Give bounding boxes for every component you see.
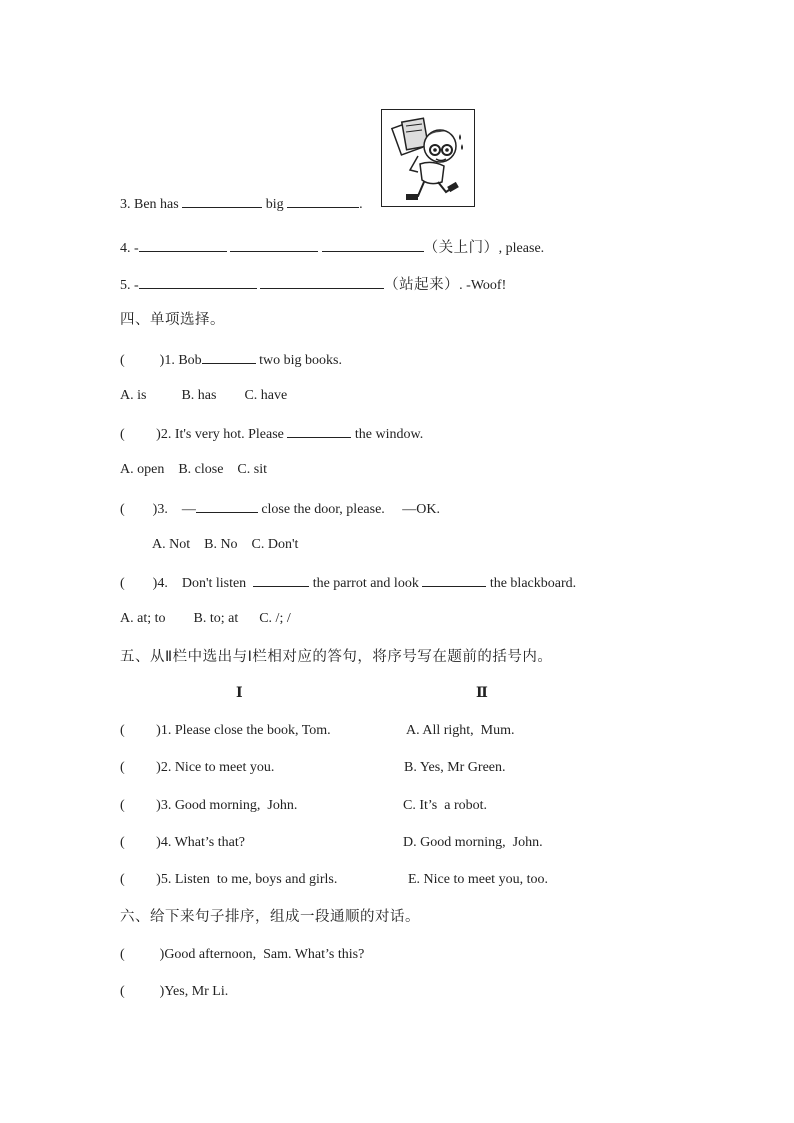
question-text: two big books.: [255, 353, 343, 368]
mc-question-1: [120, 350, 342, 370]
match-right-d: D. Good morning, John.: [403, 835, 543, 850]
question-text: 1. Bob: [164, 353, 202, 368]
dialogue-line-1: ( )Good afternoon, Sam. What’s this?: [120, 947, 365, 962]
question-text: the parrot and look: [309, 576, 423, 591]
match-right-a: A. All right, Mum.: [406, 723, 515, 738]
mc-options-1: A. is B. has C. have: [120, 388, 288, 403]
question-text: 5. -: [120, 278, 139, 293]
mc-question-4: [120, 573, 576, 593]
mc-options-3: A. Not B. No C. Don't: [152, 537, 299, 552]
match-left-3: ( )3. Good morning, John.: [120, 798, 298, 813]
match-left-5: ( )5. Listen to me, boys and girls.: [120, 872, 338, 887]
match-left-4: ( )4. What’s that?: [120, 835, 245, 850]
question-text: 4. -: [120, 241, 139, 256]
match-right-b: B. Yes, Mr Green.: [404, 760, 506, 775]
answer-blank[interactable]: [182, 194, 262, 208]
match-left-2: ( )2. Nice to meet you.: [120, 760, 275, 775]
question-4: [120, 238, 544, 258]
answer-blank[interactable]: [422, 573, 486, 587]
answer-blank[interactable]: [202, 350, 256, 364]
mc-question-3: [120, 499, 440, 519]
match-right-e: E. Nice to meet you, too.: [408, 872, 548, 887]
question-text: 3. —: [157, 502, 196, 517]
mc-options-2: A. open B. close C. sit: [120, 462, 267, 477]
section-4-title: 四、单项选择。: [120, 312, 225, 328]
answer-paren[interactable]: ( ): [120, 427, 161, 442]
question-text: 4. Don't listen: [157, 576, 254, 591]
answer-paren[interactable]: ( ): [120, 502, 158, 517]
column-2-header: Ⅱ: [476, 686, 488, 701]
chinese-hint: （关上门）: [423, 240, 499, 256]
question-text: the blackboard.: [486, 576, 577, 591]
answer-blank[interactable]: [139, 275, 257, 289]
match-left-1: ( )1. Please close the book, Tom.: [120, 723, 331, 738]
mc-options-4: A. at; to B. to; at C. /; /: [120, 611, 291, 626]
answer-blank[interactable]: [253, 573, 309, 587]
chinese-hint: （站起来）: [384, 277, 460, 293]
question-text: , please.: [498, 241, 545, 256]
answer-blank[interactable]: [322, 238, 424, 252]
question-text: . -Woof!: [459, 278, 507, 293]
question-text: .: [359, 197, 363, 212]
answer-blank[interactable]: [196, 499, 258, 513]
question-5: [120, 275, 506, 295]
answer-blank[interactable]: [287, 424, 351, 438]
answer-paren[interactable]: ( ): [120, 353, 165, 368]
child-books-icon: [382, 110, 474, 206]
child-carrying-books-illustration: [381, 109, 475, 207]
answer-blank[interactable]: [287, 194, 359, 208]
dialogue-line-2: ( )Yes, Mr Li.: [120, 984, 229, 999]
question-3: [120, 194, 363, 214]
question-text: 3. Ben has: [120, 197, 183, 212]
match-right-c: C. It’s a robot.: [403, 798, 487, 813]
answer-blank[interactable]: [230, 238, 318, 252]
section-5-title: 五、从Ⅱ栏中选出与Ⅰ栏相对应的答句，将序号写在题前的括号内。: [120, 649, 553, 665]
question-text: 2. It's very hot. Please: [160, 427, 288, 442]
question-text: close the door, please. —OK.: [257, 502, 440, 517]
question-text: the window.: [351, 427, 424, 442]
question-text: big: [262, 197, 288, 212]
answer-blank[interactable]: [139, 238, 227, 252]
answer-blank[interactable]: [260, 275, 384, 289]
mc-question-2: [120, 424, 423, 444]
column-1-header: Ⅰ: [236, 686, 243, 701]
answer-paren[interactable]: ( ): [120, 576, 158, 591]
section-6-title: 六、给下来句子排序，组成一段通顺的对话。: [120, 909, 420, 925]
